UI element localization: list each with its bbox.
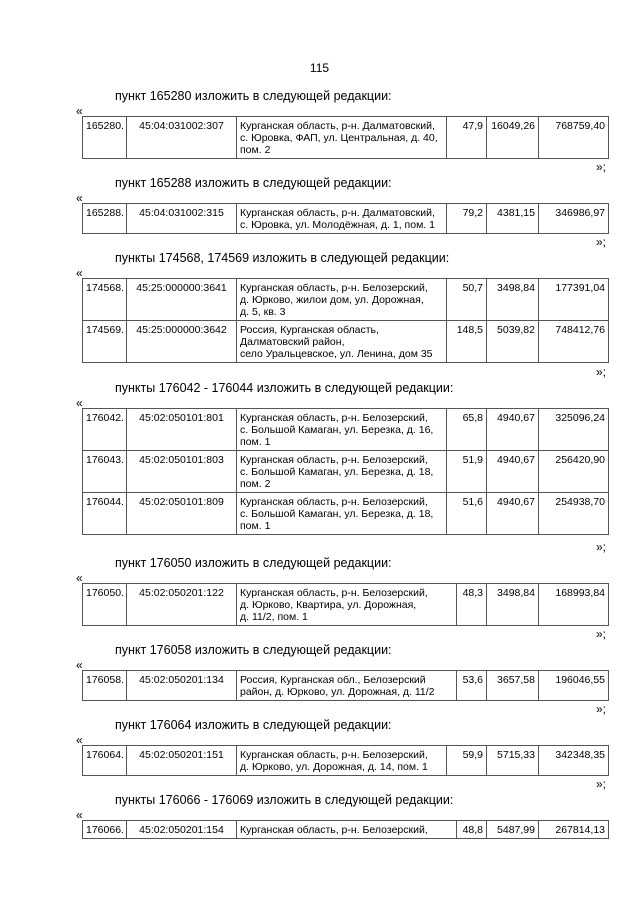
unit-price: 3498,84 bbox=[487, 279, 539, 321]
address: Курганская область, р-н. Далматовский, с. Юровка, ФАП, ул. Центральная, д. 40, пом. 2 bbox=[237, 117, 447, 159]
quote-close: »; bbox=[596, 627, 607, 641]
cadastral-number: 45:02:050201:154 bbox=[127, 821, 237, 839]
address: Курганская область, р-н. Белозерский, с. Большой Камаган, ул. Березка, д. 16, пом. 1 bbox=[237, 409, 447, 451]
address: Россия, Курганская область, Далматовский район, село Уральцевское, ул. Ленина, дом 35 bbox=[237, 321, 447, 363]
row-number: 176058. bbox=[83, 671, 127, 701]
address: Курганская область, р-н. Белозерский, с. Большой Камаган, ул. Березка, д. 18, пом. 1 bbox=[237, 493, 447, 535]
quote-open: « bbox=[76, 104, 83, 118]
area: 79,2 bbox=[447, 204, 487, 234]
section-heading: пункт 165280 изложить в следующей редакции: bbox=[115, 89, 392, 103]
section-heading: пункты 174568, 174569 изложить в следующей редакции: bbox=[115, 251, 450, 265]
table-row bbox=[83, 451, 609, 493]
quote-open: « bbox=[76, 733, 83, 747]
quote-open: « bbox=[76, 658, 83, 672]
page-number: 115 bbox=[309, 61, 330, 75]
total-value: 254938,70 bbox=[539, 493, 609, 535]
table-row bbox=[83, 584, 609, 626]
cadastral-number: 45:04:031002:315 bbox=[127, 204, 237, 234]
row-number: 176066. bbox=[83, 821, 127, 839]
area: 47,9 bbox=[447, 117, 487, 159]
total-value: 748412,76 bbox=[539, 321, 609, 363]
area: 148,5 bbox=[447, 321, 487, 363]
table-row bbox=[83, 671, 609, 701]
quote-open: « bbox=[76, 191, 83, 205]
area: 48,3 bbox=[457, 584, 487, 626]
unit-price: 16049,26 bbox=[487, 117, 539, 159]
table-row bbox=[83, 279, 609, 321]
quote-open: « bbox=[76, 266, 83, 280]
cadastral-number: 45:02:050201:151 bbox=[127, 746, 237, 776]
address: Курганская область, р-н. Далматовский, с. Юровка, ул. Молодёжная, д. 1, пом. 1 bbox=[237, 204, 447, 234]
unit-price: 3657,58 bbox=[487, 671, 539, 701]
total-value: 168993,84 bbox=[539, 584, 609, 626]
unit-price: 4940,67 bbox=[487, 493, 539, 535]
area: 51,6 bbox=[447, 493, 487, 535]
total-value: 768759,40 bbox=[539, 117, 609, 159]
record-table bbox=[82, 408, 609, 535]
cadastral-number: 45:04:031002:307 bbox=[127, 117, 237, 159]
cadastral-number: 45:02:050101:801 bbox=[127, 409, 237, 451]
table-row bbox=[83, 321, 609, 363]
cadastral-number: 45:02:050101:803 bbox=[127, 451, 237, 493]
section-heading: пункт 176058 изложить в следующей редакции: bbox=[115, 643, 392, 657]
row-number: 176044. bbox=[83, 493, 127, 535]
row-number: 176050. bbox=[83, 584, 127, 626]
total-value: 177391,04 bbox=[539, 279, 609, 321]
row-number: 165288. bbox=[83, 204, 127, 234]
unit-price: 3498,84 bbox=[487, 584, 539, 626]
record-table bbox=[82, 583, 609, 626]
area: 65,8 bbox=[447, 409, 487, 451]
address: Курганская область, р-н. Белозерский, д. Юрково, жилои дом, ул. Дорожная, д. 5, кв. 3 bbox=[237, 279, 447, 321]
cadastral-number: 45:25:000000:3641 bbox=[127, 279, 237, 321]
total-value: 346986,97 bbox=[539, 204, 609, 234]
table-row bbox=[83, 117, 609, 159]
total-value: 267814,13 bbox=[539, 821, 609, 839]
record-table bbox=[82, 278, 609, 363]
cadastral-number: 45:02:050201:134 bbox=[127, 671, 237, 701]
total-value: 342348,35 bbox=[539, 746, 609, 776]
quote-open: « bbox=[76, 396, 83, 410]
quote-close: »; bbox=[596, 160, 607, 174]
row-number: 165280. bbox=[83, 117, 127, 159]
quote-close: »; bbox=[596, 365, 607, 379]
cadastral-number: 45:02:050201:122 bbox=[127, 584, 237, 626]
quote-close: »; bbox=[596, 540, 607, 554]
section-heading: пункт 176050 изложить в следующей редакции: bbox=[115, 556, 392, 570]
unit-price: 5487,99 bbox=[487, 821, 539, 839]
unit-price: 5715,33 bbox=[487, 746, 539, 776]
row-number: 176064. bbox=[83, 746, 127, 776]
area: 51,9 bbox=[447, 451, 487, 493]
address: Курганская область, р-н. Белозерский, д. Юрково, Квартира, ул. Дорожная, д. 11/2, пом. 1 bbox=[237, 584, 457, 626]
record-table bbox=[82, 670, 609, 701]
quote-open: « bbox=[76, 571, 83, 585]
row-number: 176042. bbox=[83, 409, 127, 451]
table-row bbox=[83, 204, 609, 234]
table-row bbox=[83, 409, 609, 451]
area: 50,7 bbox=[447, 279, 487, 321]
unit-price: 4381,15 bbox=[487, 204, 539, 234]
record-table bbox=[82, 745, 609, 776]
table-row bbox=[83, 493, 609, 535]
total-value: 256420,90 bbox=[539, 451, 609, 493]
unit-price: 4940,67 bbox=[487, 451, 539, 493]
record-table bbox=[82, 203, 609, 234]
table-row bbox=[83, 821, 609, 839]
record-table bbox=[82, 116, 609, 159]
address: Курганская область, р-н. Белозерский, д. Юрково, ул. Дорожная, д. 14, пом. 1 bbox=[237, 746, 447, 776]
total-value: 325096,24 bbox=[539, 409, 609, 451]
table-row bbox=[83, 746, 609, 776]
address: Курганская область, р-н. Белозерский, bbox=[237, 821, 457, 839]
total-value: 196046,55 bbox=[539, 671, 609, 701]
section-heading: пункты 176066 - 176069 изложить в следующей редакции: bbox=[115, 793, 454, 807]
row-number: 176043. bbox=[83, 451, 127, 493]
address: Курганская область, р-н. Белозерский, с. Большой Камаган, ул. Березка, д. 18, пом. 2 bbox=[237, 451, 447, 493]
record-table bbox=[82, 820, 609, 839]
quote-close: »; bbox=[596, 235, 607, 249]
quote-close: »; bbox=[596, 777, 607, 791]
cadastral-number: 45:25:000000:3642 bbox=[127, 321, 237, 363]
quote-open: « bbox=[76, 808, 83, 822]
section-heading: пункт 165288 изложить в следующей редакции: bbox=[115, 176, 392, 190]
section-heading: пункты 176042 - 176044 изложить в следующей редакции: bbox=[115, 381, 454, 395]
area: 48,8 bbox=[457, 821, 487, 839]
unit-price: 4940,67 bbox=[487, 409, 539, 451]
row-number: 174569. bbox=[83, 321, 127, 363]
address: Россия, Курганская обл., Белозерский район, д. Юрково, ул. Дорожная, д. 11/2 bbox=[237, 671, 457, 701]
row-number: 174568. bbox=[83, 279, 127, 321]
area: 59,9 bbox=[447, 746, 487, 776]
section-heading: пункт 176064 изложить в следующей редакции: bbox=[115, 718, 392, 732]
unit-price: 5039,82 bbox=[487, 321, 539, 363]
quote-close: »; bbox=[596, 702, 607, 716]
area: 53,6 bbox=[457, 671, 487, 701]
cadastral-number: 45:02:050101:809 bbox=[127, 493, 237, 535]
